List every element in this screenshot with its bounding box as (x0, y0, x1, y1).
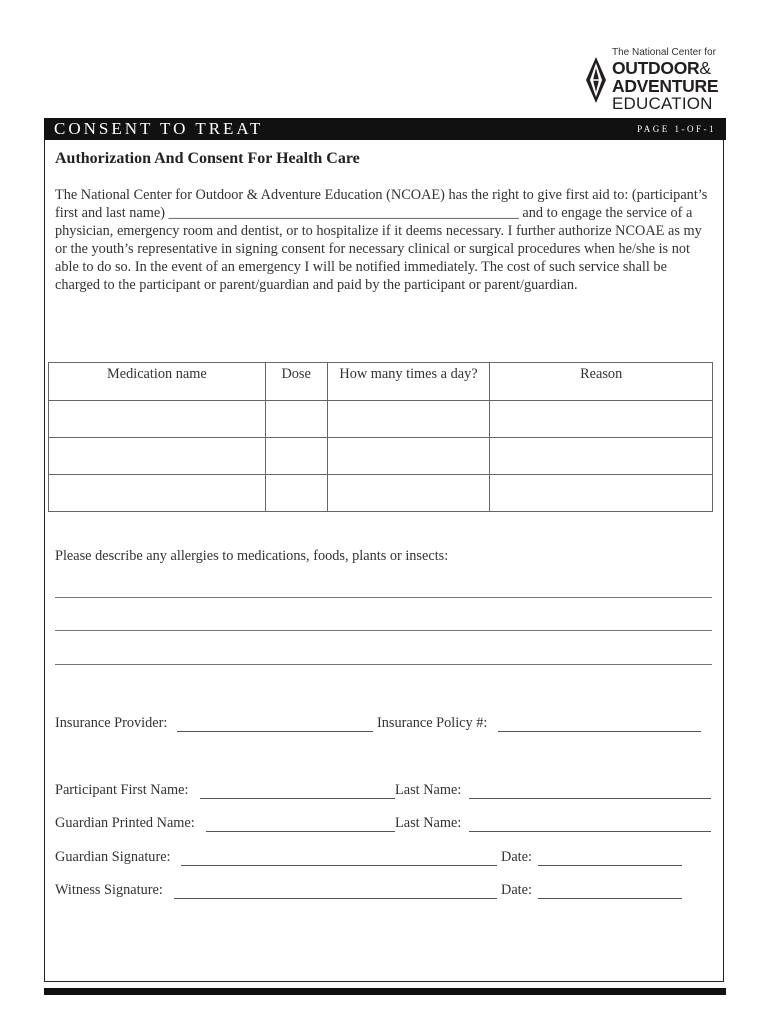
medication-name-cell[interactable] (49, 401, 266, 438)
bottom-bar (44, 988, 726, 995)
guardian-last-name-label: Last Name: (395, 815, 462, 831)
col-times-per-day: How many times a day? (327, 363, 490, 401)
form-heading: Authorization And Consent For Health Care (55, 150, 360, 167)
allergies-line-3[interactable] (55, 664, 712, 665)
participant-first-name-label: Participant First Name: (55, 782, 189, 798)
insurance-provider-label: Insurance Provider: (55, 715, 168, 731)
witness-signature-field[interactable] (174, 898, 497, 899)
dose-cell[interactable] (265, 401, 327, 438)
guardian-date-label: Date: (501, 849, 532, 865)
reason-cell[interactable] (490, 401, 713, 438)
participant-last-name-field[interactable] (469, 798, 711, 799)
times-cell[interactable] (327, 401, 490, 438)
participant-last-name-label: Last Name: (395, 782, 462, 798)
medication-name-cell[interactable] (49, 475, 266, 512)
participant-first-name-field[interactable] (200, 798, 395, 799)
table-row (49, 475, 713, 512)
ncoae-logo (586, 47, 726, 117)
table-row (49, 438, 713, 475)
title-bar (44, 118, 726, 140)
times-cell[interactable] (327, 438, 490, 475)
col-reason: Reason (490, 363, 713, 401)
insurance-provider-field[interactable] (177, 731, 373, 732)
witness-date-field[interactable] (538, 898, 682, 899)
guardian-printed-name-field[interactable] (206, 831, 395, 832)
allergies-line-2[interactable] (55, 630, 712, 631)
allergies-label: Please describe any allergies to medications, foods, plants or insects: (55, 548, 449, 564)
allergies-line-1[interactable] (55, 597, 712, 598)
insurance-policy-field[interactable] (498, 731, 701, 732)
logo-word-adventure: ADVENTURE (612, 76, 719, 96)
page-title: CONSENT TO TREAT (54, 119, 264, 138)
table-row (49, 401, 713, 438)
dose-cell[interactable] (265, 438, 327, 475)
diamond-logo-icon (586, 57, 606, 103)
dose-cell[interactable] (265, 475, 327, 512)
medication-table (48, 362, 713, 512)
medication-name-cell[interactable] (49, 438, 266, 475)
guardian-printed-name-label: Guardian Printed Name: (55, 815, 195, 831)
guardian-last-name-field[interactable] (469, 831, 711, 832)
table-header-row (49, 363, 713, 401)
witness-signature-label: Witness Signature: (55, 882, 163, 898)
logo-word-education: EDUCATION (612, 94, 713, 113)
col-medication-name: Medication name (49, 363, 266, 401)
logo-tagline: The National Center for (612, 47, 716, 58)
reason-cell[interactable] (490, 438, 713, 475)
page-number: PAGE 1-OF-1 (637, 124, 716, 134)
logo-word-outdoor: OUTDOOR& (612, 58, 711, 78)
col-dose: Dose (265, 363, 327, 401)
consent-paragraph: The National Center for Outdoor & Adventure Education (NCOAE) has the right to give first aid to: (participant’s first and last name) _________________________________________________ and to engage the service of a physician, emergency room and dentist, or to hospitalize if it deems necessary. I further authorize NCOAE as my or the youth’s representative in signing consent for necessary clinical or surgical procedures when he/she is not able to do so. In the event of an emergency I will be notified immediately. The cost of such service shall be charged to the participant or parent/guardian and paid by the participant or parent/guardian. (55, 187, 708, 293)
guardian-signature-label: Guardian Signature: (55, 849, 171, 865)
insurance-policy-label: Insurance Policy #: (377, 715, 488, 731)
witness-date-label: Date: (501, 882, 532, 898)
guardian-signature-field[interactable] (181, 865, 497, 866)
times-cell[interactable] (327, 475, 490, 512)
reason-cell[interactable] (490, 475, 713, 512)
guardian-date-field[interactable] (538, 865, 682, 866)
